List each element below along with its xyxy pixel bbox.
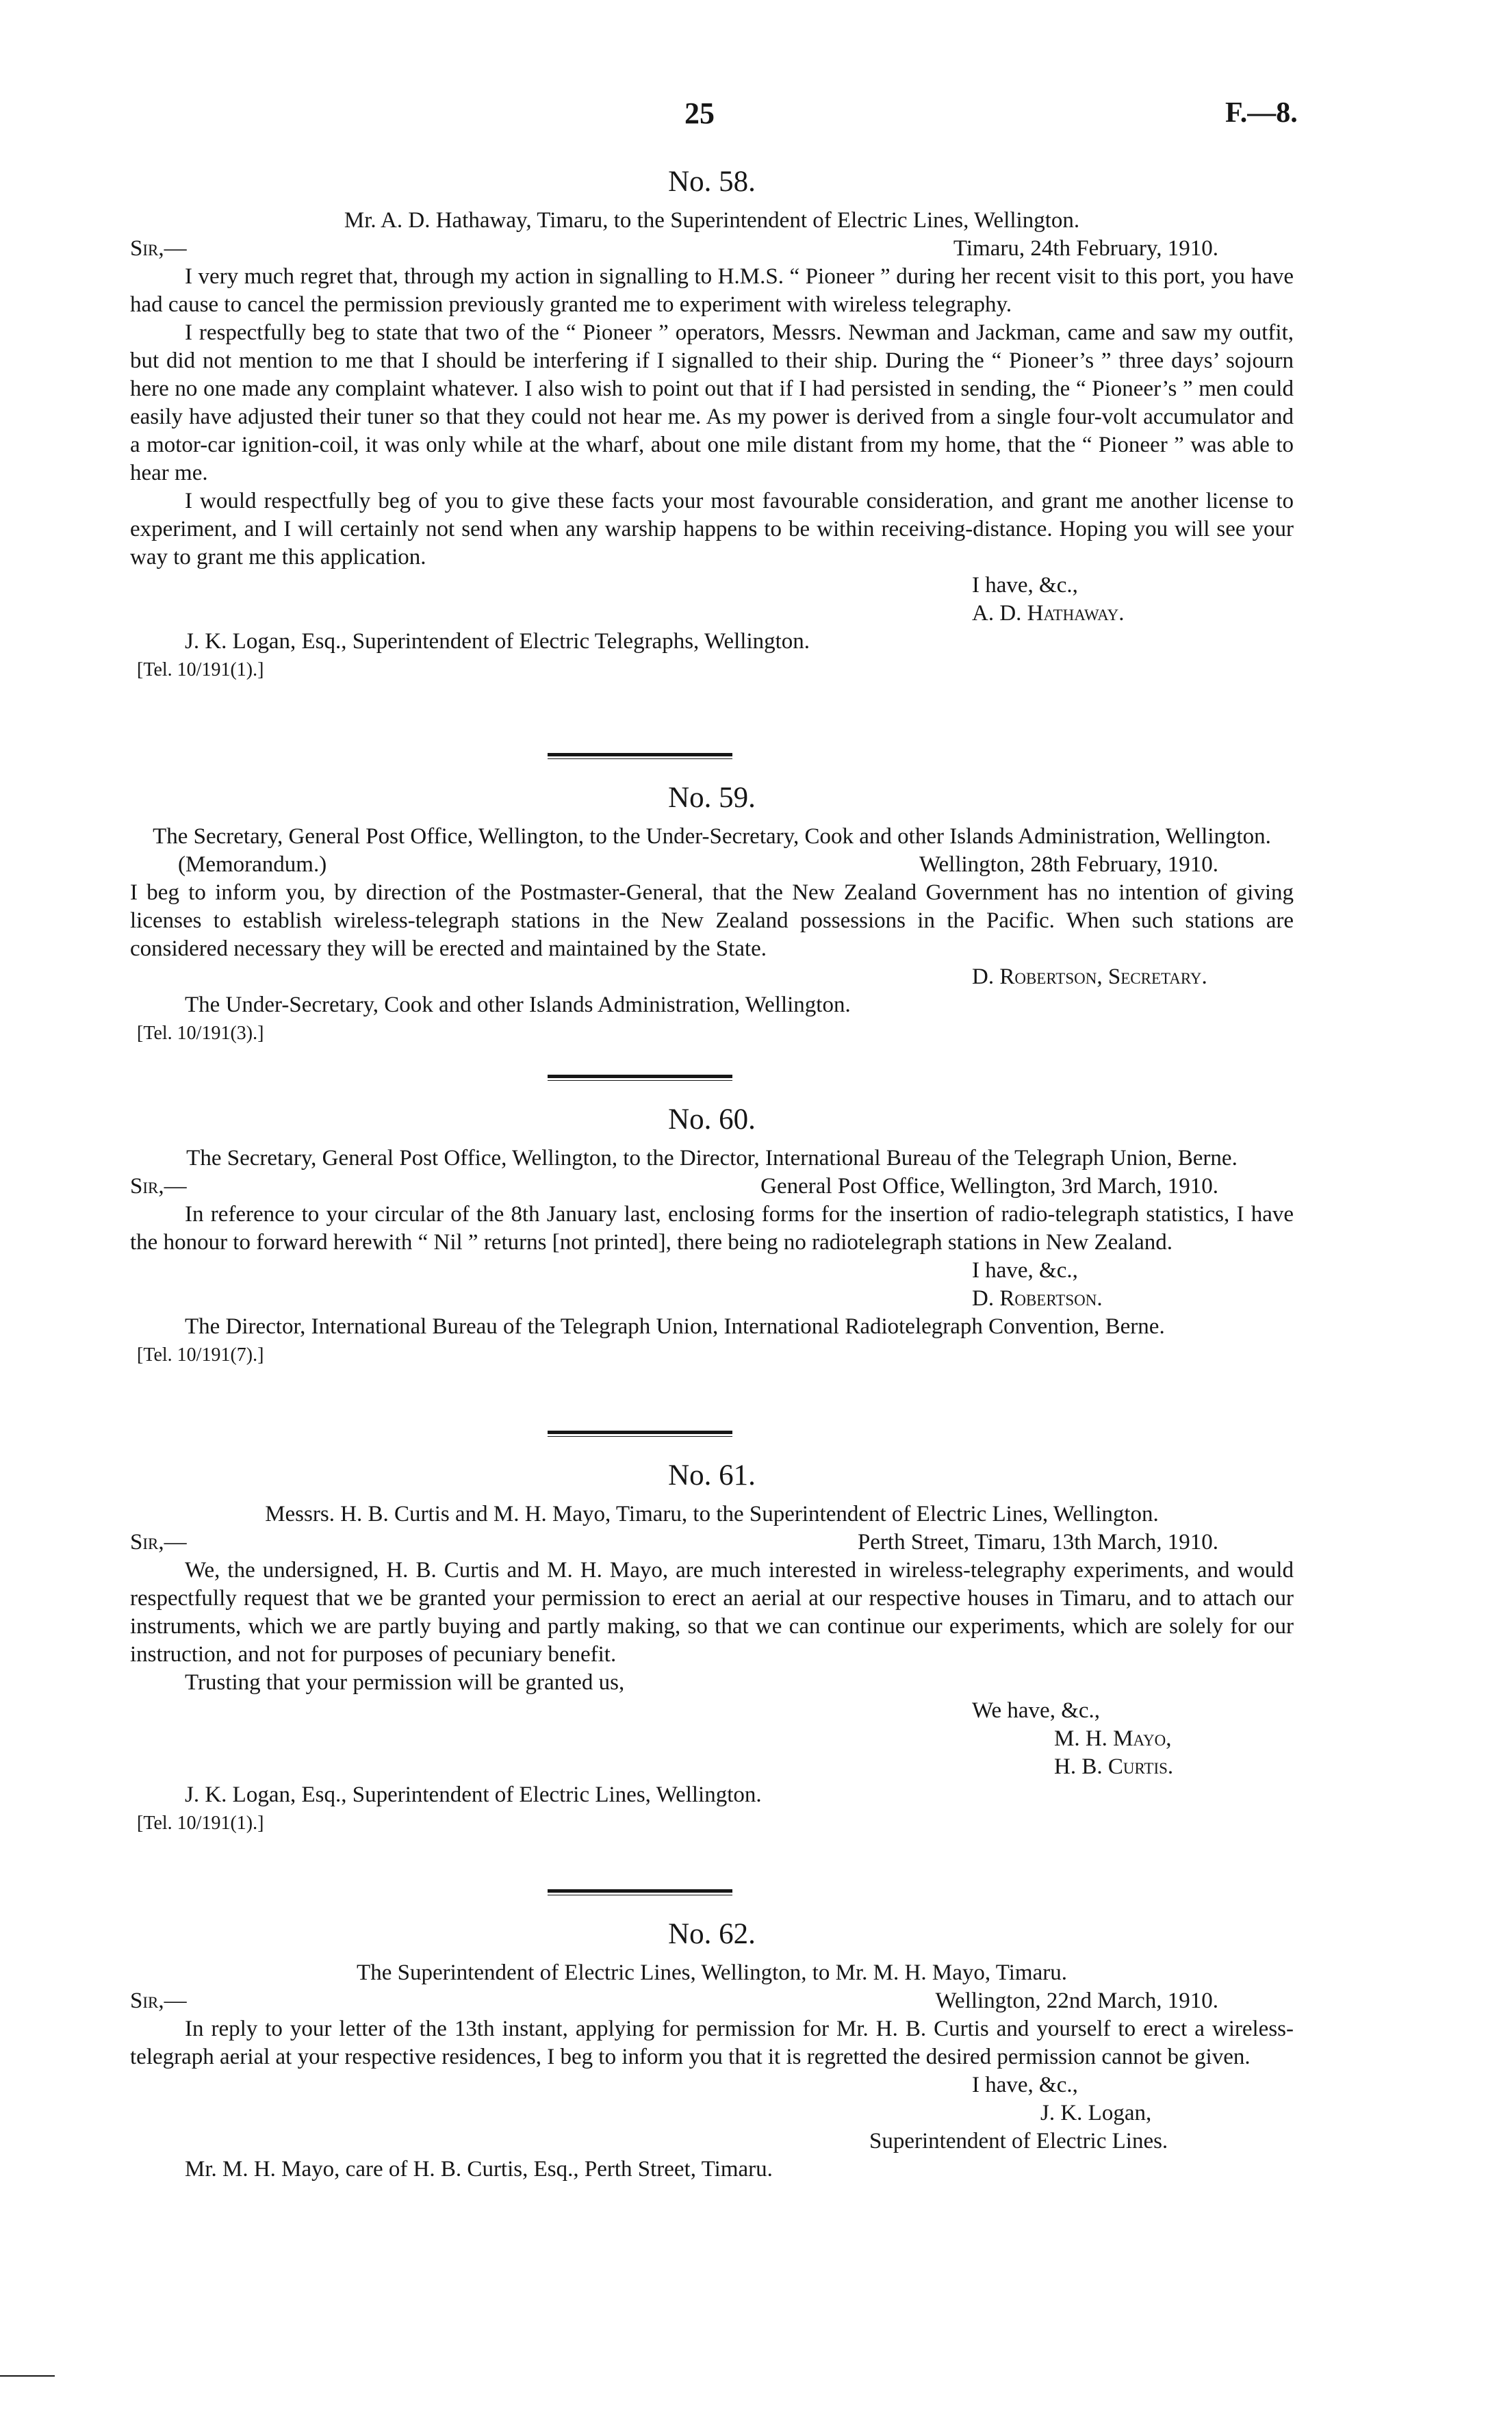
addressee: The Under-Secretary, Cook and other Islands Administration, Wellington. [185, 993, 851, 1017]
closing: I have, &c., [972, 573, 1078, 598]
salutation-row [130, 235, 1294, 263]
letter-number: No. 60. [668, 1103, 756, 1136]
letter-title: The Secretary, General Post Office, Wellington, to the Under-Secretary, Cook and other Islands Administration, Wellington. [153, 824, 1271, 849]
letter-number: No. 59. [668, 782, 756, 814]
letter-title: Messrs. H. B. Curtis and M. H. Mayo, Timaru, to the Superintendent of Electric Lines, Wellington. [265, 1502, 1159, 1526]
signature: H. B. Curtis. [1054, 1754, 1174, 1779]
section-rule [548, 1431, 732, 1434]
salutation: Sir,— [130, 1988, 187, 2013]
paragraph: I would respectfully beg of you to give these facts your most favourable consideration, and grant me another license to experiment, and I will certainly not send when any warship happens to be within receiving-distance. Hoping you will see your way to grant me this application. [130, 489, 1294, 570]
file-reference: [Tel. 10/191(1).] [137, 659, 264, 680]
salutation: Sir,— [130, 1530, 187, 1555]
paragraph: In reply to your letter of the 13th instant, applying for permission for Mr. H. B. Curtis and yourself to erect a wireless-telegraph aerial at your respective residences, I beg to inform you that it is regretted the desired permission cannot be given. [130, 2017, 1294, 2069]
section-rule [548, 1889, 732, 1893]
place-date: General Post Office, Wellington, 3rd March, 1910. [760, 1174, 1218, 1199]
signature-title: Superintendent of Electric Lines. [869, 2129, 1168, 2153]
section-rule [548, 753, 732, 756]
page-header [0, 99, 1512, 140]
paragraph: I beg to inform you, by direction of the Postmaster-General, that the New Zealand Government has no intention of giving licenses to establish wireless-telegraph stations in the New Zealand possessions in the Pacific. When such stations are considered necessary they will be erected and maintained by the State. [130, 880, 1294, 961]
letter-number: No. 61. [668, 1459, 756, 1492]
page-number: 25 [684, 97, 715, 130]
signature: D. Robertson, Secretary. [972, 964, 1207, 989]
salutation: Sir,— [130, 236, 187, 261]
file-reference: [Tel. 10/191(3).] [137, 1023, 264, 1044]
place-date: Wellington, 22nd March, 1910. [935, 1988, 1218, 2013]
closing: I have, &c., [972, 2073, 1078, 2097]
letter-62 [130, 1917, 1294, 2184]
addressee: J. K. Logan, Esq., Superintendent of Electric Telegraphs, Wellington. [185, 629, 810, 654]
letter-60 [130, 1102, 1294, 1369]
memo-label: (Memorandum.) [178, 852, 327, 877]
signature: M. H. Mayo, [1054, 1726, 1172, 1751]
letter-title: Mr. A. D. Hathaway, Timaru, to the Superintendent of Electric Lines, Wellington. [344, 208, 1080, 233]
paragraph: Trusting that your permission will be granted us, [185, 1670, 625, 1695]
signature: J. K. Logan, [1040, 2101, 1152, 2125]
salutation-row [130, 1529, 1294, 1557]
document-reference: F.—8. [1225, 97, 1298, 129]
memo-row [130, 851, 1294, 879]
letter-number: No. 62. [668, 1918, 756, 1950]
letter-title: The Superintendent of Electric Lines, Wellington, to Mr. M. H. Mayo, Timaru. [357, 1960, 1067, 1985]
closing: We have, &c., [972, 1698, 1101, 1723]
place-date: Wellington, 28th February, 1910. [919, 852, 1218, 877]
file-reference: [Tel. 10/191(7).] [137, 1344, 264, 1366]
letter-number: No. 58. [668, 166, 756, 198]
salutation-row [130, 1173, 1294, 1201]
addressee: J. K. Logan, Esq., Superintendent of Electric Lines, Wellington. [185, 1782, 762, 1807]
paragraph: I respectfully beg to state that two of the “ Pioneer ” operators, Messrs. Newman and Jackman, came and saw my outfit, but did not mention to me that I should be interfering if I signalled to their ship. During the “ Pioneer’s ” three days’ sojourn here no one made any complaint whatever. I also wish to point out that if I had persisted in sending, the “ Pioneer’s ” men could easily have adjusted their tuner so that they could not hear me. As my power is derived from a single four-volt accumulator and a motor-car ignition-coil, it was only while at the wharf, about one mile distant from my home, that the “ Pioneer ” was able to hear me. [130, 320, 1294, 485]
margin-rule [0, 2375, 55, 2377]
closing: I have, &c., [972, 1258, 1078, 1283]
section-rule [548, 1075, 732, 1078]
letter-58 [130, 164, 1294, 684]
letter-title: The Secretary, General Post Office, Wellington, to the Director, International Bureau of the Telegraph Union, Berne. [186, 1146, 1238, 1171]
file-reference: [Tel. 10/191(1).] [137, 1813, 264, 1834]
letter-59 [130, 780, 1294, 1047]
addressee: The Director, International Bureau of the Telegraph Union, International Radiotelegraph Convention, Berne. [185, 1314, 1165, 1339]
letter-61 [130, 1458, 1294, 1837]
signature: A. D. Hathaway. [972, 601, 1125, 626]
signature: D. Robertson. [972, 1286, 1103, 1311]
addressee: Mr. M. H. Mayo, care of H. B. Curtis, Esq., Perth Street, Timaru. [185, 2157, 773, 2182]
paragraph: We, the undersigned, H. B. Curtis and M. H. Mayo, are much interested in wireless-telegraphy experiments, and would respectfully request that we be granted your permission to erect an aerial at our respective houses in Timaru, and to attach our instruments, which we are partly buying and partly making, so that we can continue our experiments, which are solely for our instruction, and not for purposes of pecuniary benefit. [130, 1558, 1294, 1667]
paragraph: I very much regret that, through my action in signalling to H.M.S. “ Pioneer ” during her recent visit to this port, you have had cause to cancel the permission previously granted me to experiment with wireless telegraphy. [130, 264, 1294, 317]
salutation-row [130, 1987, 1294, 2015]
salutation: Sir,— [130, 1174, 187, 1199]
place-date: Timaru, 24th February, 1910. [953, 236, 1218, 261]
place-date: Perth Street, Timaru, 13th March, 1910. [857, 1530, 1218, 1555]
paragraph: In reference to your circular of the 8th January last, enclosing forms for the insertion of radio-telegraph statistics, I have the honour to forward herewith “ Nil ” returns [not printed], there being no radiotelegraph stations in New Zealand. [130, 1202, 1294, 1255]
